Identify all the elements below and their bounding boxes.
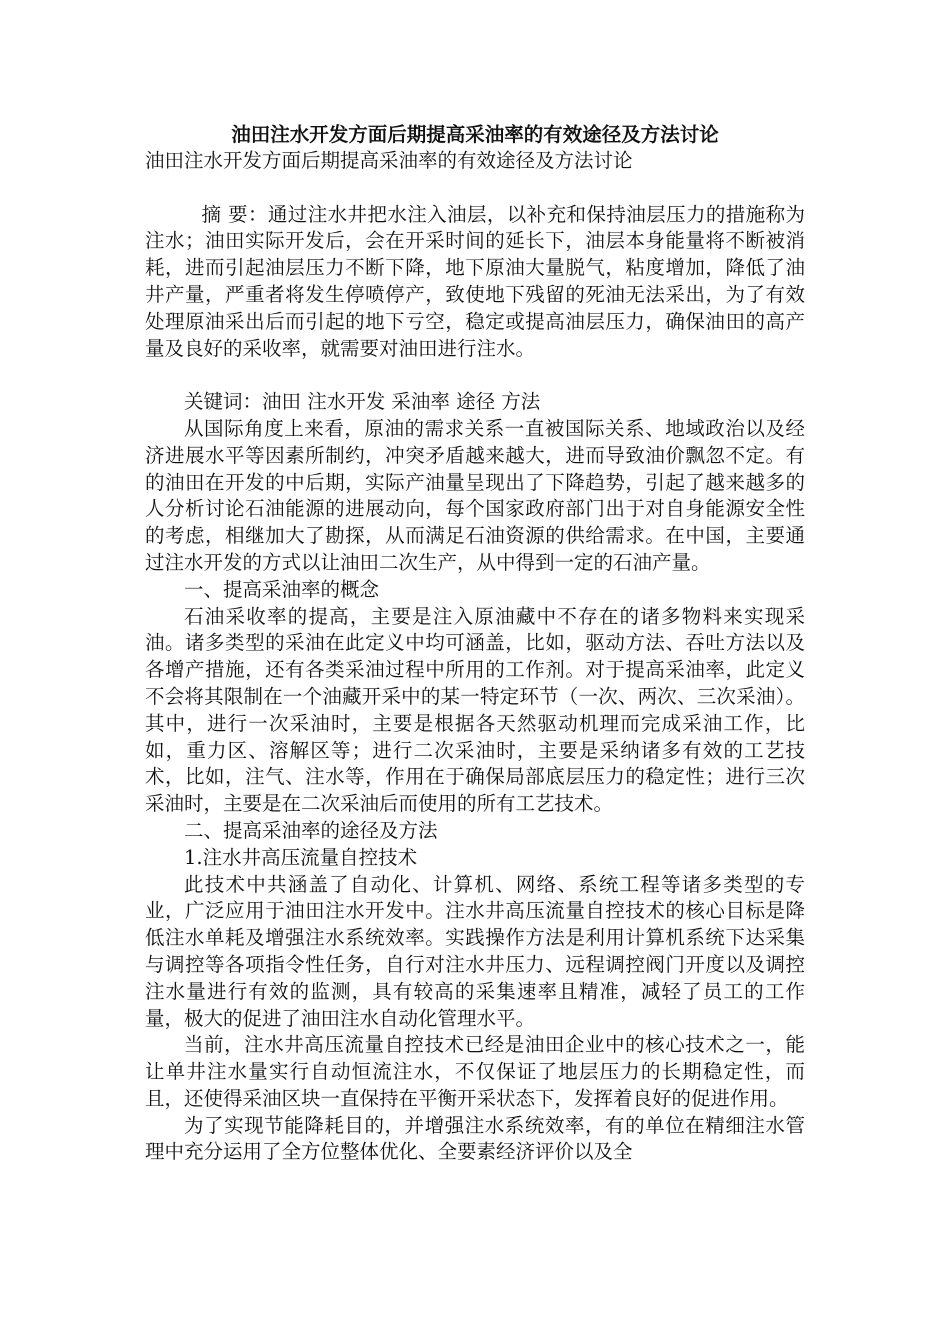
section-heading-1: 一、提高采油率的概念 xyxy=(184,577,380,601)
subsection-1-paragraph-3: 为了实现节能降耗目的，并增强注水系统效率，有的单位在精细注水管理中充分运用了全方位整体优化、全要素经济评价以及全 xyxy=(145,1113,805,1164)
section-heading-2: 二、提高采油率的途径及方法 xyxy=(184,818,438,842)
subsection-1-paragraph-1: 此技术中共涵盖了自动化、计算机、网络、系统工程等诸多类型的专业，广泛应用于油田注水开发中。注水井高压流量自控技术的核心目标是降低注水单耗及增强注水系统效率。实践操作方法是利用计算机系统下达采集与调控等各项指令性任务，自行对注水井压力、远程调控阀门开度以及调控注水量进行有效的监测，具有较高的采集速率且精准，减轻了员工的工作量，极大的促进了油田注水自动化管理水平。 xyxy=(145,872,805,1030)
intro-paragraph: 从国际角度上来看，原油的需求关系一直被国际关系、地域政治以及经济进展水平等因素所制约，冲突矛盾越来越大，进而导致油价飘忽不定。有的油田在开发的中后期，实际产油量呈现出了下降趋势，引起了越来越多的人分析讨论石油能源的进展动向，每个国家政府部门出于对自身能源安全性的考虑，相继加大了勘探，从而满足石油资源的供给需求。在中国，主要通过注水开发的方式以让油田二次生产，从中得到一定的石油产量。 xyxy=(145,416,805,574)
section-1-paragraph: 石油采收率的提高，主要是注入原油藏中不存在的诸多物料来实现采油。诸多类型的采油在此定义中均可涵盖，比如，驱动方法、吞吐方法以及各增产措施，还有各类采油过程中所用的工作剂。对于提高采油率，此定义不会将其限制在一个油藏开采中的某一特定环节（一次、两次、三次采油）。其中，进行一次采油时，主要是根据各天然驱动机理而完成采油工作，比如，重力区、溶解区等；进行二次采油时，主要是采纳诸多有效的工艺技术，比如，注气、注水等，作用在于确保局部底层压力的稳定性；进行三次采油时，主要是在二次采油后而使用的所有工艺技术。 xyxy=(145,604,805,816)
subsection-1-paragraph-2: 当前，注水井高压流量自控技术已经是油田企业中的核心技术之一，能让单井注水量实行自动恒流注水，不仅保证了地层压力的长期稳定性，而且，还使得采油区块一直保持在平衡开采状态下，发挥着良好的促进作用。 xyxy=(145,1033,805,1110)
subsection-heading-1: 1.注水井高压流量自控技术 xyxy=(184,845,418,869)
document-body xyxy=(145,121,805,1166)
document-title: 油田注水开发方面后期提高采油率的有效途径及方法讨论 xyxy=(231,123,719,146)
abstract-paragraph: 摘 要：通过注水井把水注入油层，以补充和保持油层压力的措施称为注水；油田实际开发后，会在开采时间的延长下，油层本身能量将不断被消耗，进而引起油层压力不断下降，地下原油大量脱气，粘度增加，降低了油井产量，严重者将发生停喷停产，致使地下残留的死油无法采出，为了有效处理原油采出后而引起的地下亏空，稳定或提高油层压力，确保油田的高产量及良好的采收率，就需要对油田进行注水。 xyxy=(145,202,805,360)
document-subtitle: 油田注水开发方面后期提高采油率的有效途径及方法讨论 xyxy=(145,149,633,172)
keywords-line: 关键词：油田 注水开发 采油率 途径 方法 xyxy=(184,390,541,414)
